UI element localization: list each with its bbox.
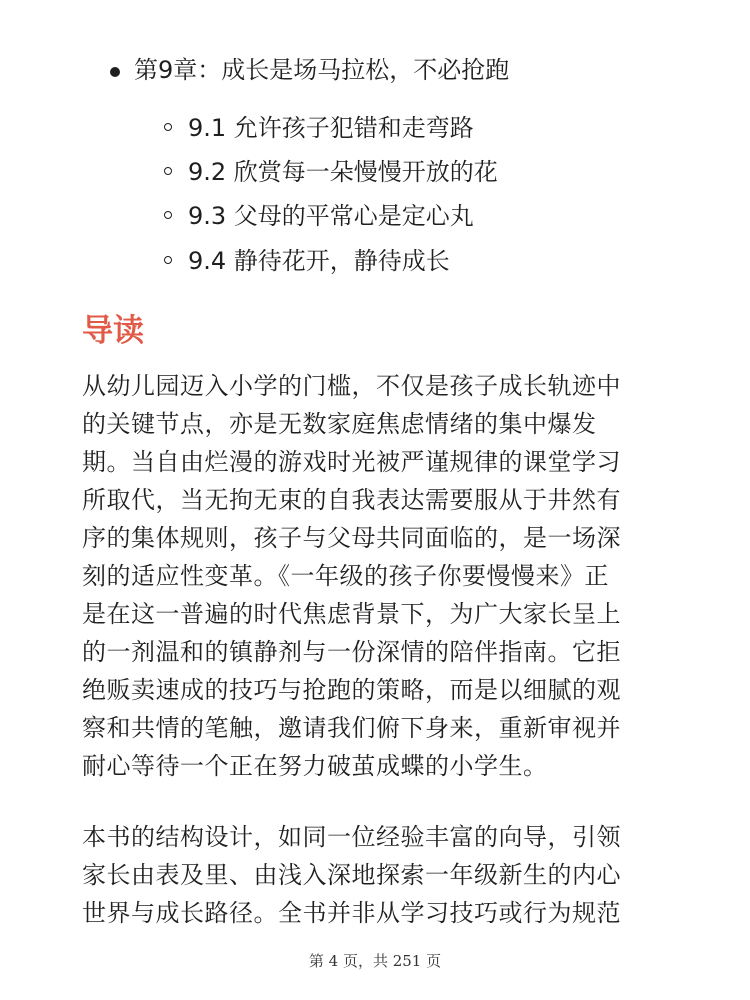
- intro-heading: 导读: [82, 313, 144, 349]
- circle-bullet-icon: [164, 211, 172, 219]
- paragraph-line: 刻的适应性变革。《一年级的孩子你要慢慢来》正: [82, 562, 609, 590]
- toc-section-label: 9.4 静待花开，静待成长: [188, 247, 450, 275]
- toc-section-label: 9.2 欣赏每一朵慢慢开放的花: [188, 158, 498, 186]
- paragraph-line: 所取代，当无拘无束的自我表达需要服从于井然有: [82, 486, 621, 514]
- paragraph-line: 察和共情的笔触，邀请我们俯下身来，重新审视并: [82, 714, 621, 742]
- intro-paragraph-2: [82, 818, 682, 932]
- disc-bullet-icon: [110, 67, 120, 77]
- toc-section-label: 9.1 允许孩子犯错和走弯路: [188, 114, 474, 142]
- circle-bullet-icon: [164, 256, 172, 264]
- toc-section-item: [160, 243, 660, 279]
- paragraph-line: 耐心等待一个正在努力破茧成蝶的小学生。: [82, 752, 548, 780]
- paragraph-line: 序的集体规则，孩子与父母共同面临的，是一场深: [82, 524, 621, 552]
- paragraph-line: 的一剂温和的镇静剂与一份深情的陪伴指南。它拒: [82, 638, 621, 666]
- toc-section-item: [160, 154, 660, 190]
- paragraph-line: 世界与成长路径。全书并非从学习技巧或行为规范: [82, 899, 621, 927]
- paragraph-line: 家长由表及里、由浅入深地探索一年级新生的内心: [82, 861, 621, 889]
- toc-section-label: 9.3 父母的平常心是定心丸: [188, 202, 474, 230]
- toc-section-item: [160, 110, 660, 146]
- paragraph-line: 从幼儿园迈入小学的门槛，不仅是孩子成长轨迹中: [82, 372, 621, 400]
- toc-section-item: [160, 198, 660, 234]
- paragraph-line: 是在这一普遍的时代焦虑背景下，为广大家长呈上: [82, 600, 621, 628]
- circle-bullet-icon: [164, 123, 172, 131]
- paragraph-line: 的关键节点，亦是无数家庭焦虑情绪的集中爆发: [82, 410, 597, 438]
- intro-paragraph-1: [82, 367, 682, 785]
- chapter-title: 第9章：成长是场马拉松，不必抢跑: [134, 56, 510, 84]
- paragraph-line: 期。当自由烂漫的游戏时光被严谨规律的课堂学习: [82, 448, 621, 476]
- paragraph-line: 本书的结构设计，如同一位经验丰富的向导，引领: [82, 823, 621, 851]
- circle-bullet-icon: [164, 167, 172, 175]
- paragraph-line: 绝贩卖速成的技巧与抢跑的策略，而是以细腻的观: [82, 676, 621, 704]
- page-number-footer: 第 4 页，共 251 页: [308, 952, 442, 970]
